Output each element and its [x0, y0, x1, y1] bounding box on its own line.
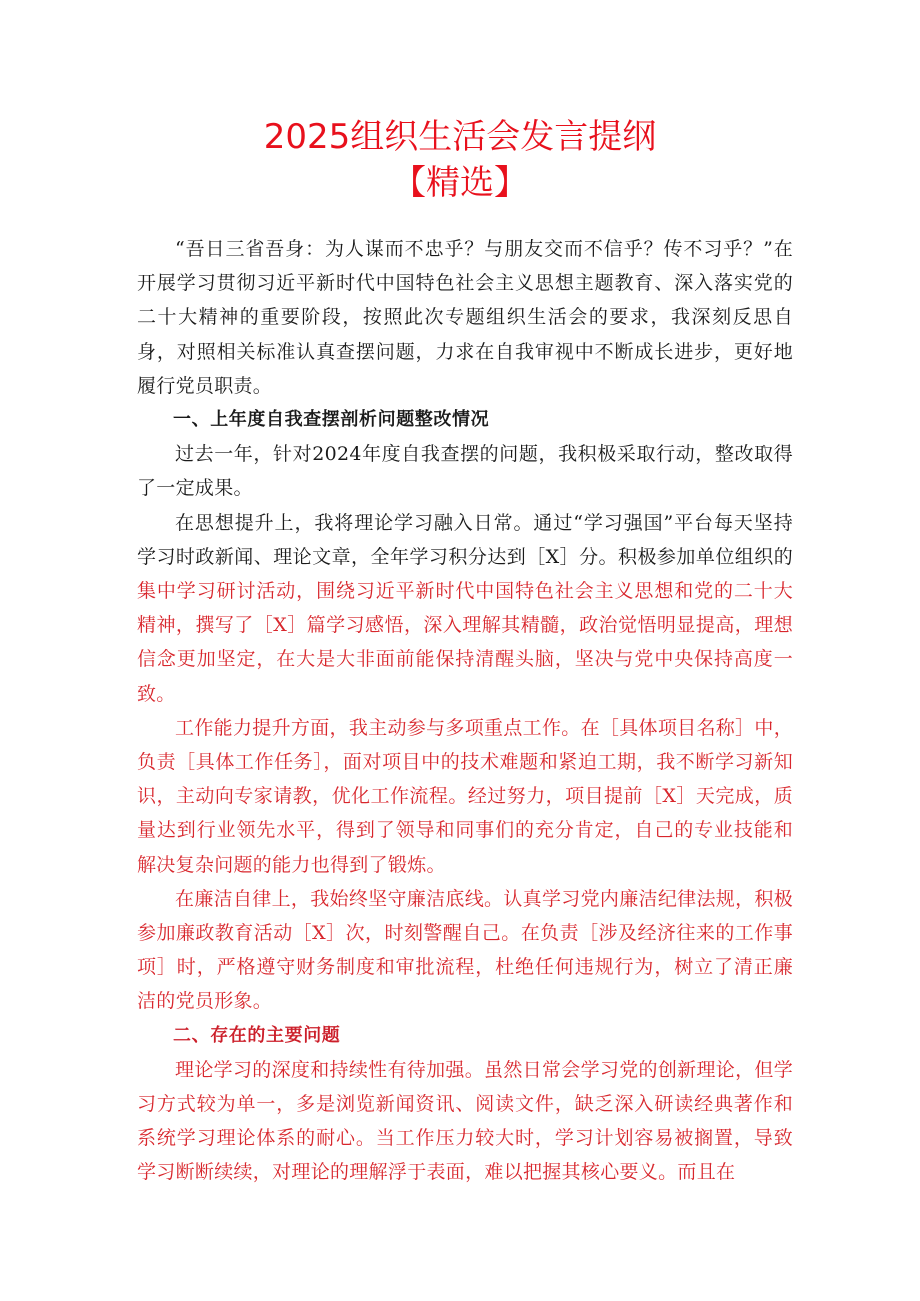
- paragraph-past-year-text: 过去一年，针对2024年度自我查摆的问题，我积极采取行动，整改取得了一定成果。: [137, 443, 793, 500]
- section-heading-2-text: 二、存在的主要问题: [173, 1024, 341, 1046]
- paragraph-thought: [137, 506, 793, 711]
- document-title: 2025组织生活会发言提纲: [263, 117, 657, 157]
- intro-text: “吾日三省吾身：为人谋而不忠乎？与朋友交而不信乎？传不习乎？”在开展学习贯彻习近平新时代中国特色社会主义思想主题教育、深入落实党的二十大精神的重要阶段，按照此次专题组织生活会的要求，我深刻反思自身，对照相关标准认真查摆问题，力求在自我审视中不断成长进步，更好地履行党员职责。: [137, 238, 793, 397]
- section-heading-2: [137, 1019, 793, 1053]
- section-heading-1-text: 一、上年度自我查摆剖析问题整改情况: [173, 409, 490, 431]
- paragraph-past-year: [137, 437, 793, 505]
- intro-paragraph: [137, 232, 793, 403]
- document-body: [137, 232, 793, 1190]
- paragraph-theory-study-text: 理论学习的深度和持续性有待加强。虽然日常会学习党的创新理论，但学习方式较为单一，多是浏览新闻资讯、阅读文件，缺乏深入研读经典著作和系统学习理论体系的耐心。当工作压力较大时，学习计划容易被搁置，导致学习断断续续，对理论的理解浮于表面，难以把握其核心要义。而且在: [137, 1058, 793, 1184]
- paragraph-thought-text-a: 在思想提升上，我将理论学习融入日常。通过“学习强国”平台每天坚持学习时政新闻、理论文章，全年学习积分达到［X］分。积极参加单位组织的: [137, 511, 793, 568]
- paragraph-integrity: [137, 882, 793, 1019]
- paragraph-thought-text-b: 集中学习研讨活动，围绕习近平新时代中国特色社会主义思想和党的二十大精神，撰写了［X］篇学习感悟，深入理解其精髓，政治觉悟明显提高，理想信念更加坚定，在大是大非面前能保持清醒头脑，坚决与党中央保持高度一致。: [137, 580, 793, 705]
- paragraph-integrity-text: 在廉洁自律上，我始终坚守廉洁底线。认真学习党内廉洁纪律法规，积极参加廉政教育活动［X］次，时刻警醒自己。在负责［涉及经济往来的工作事项］时，严格遵守财务制度和审批流程，杜绝任何违规行为，树立了清正廉洁的党员形象。: [137, 887, 793, 1013]
- paragraph-work-ability: [137, 711, 793, 882]
- paragraph-theory-study: [137, 1053, 793, 1190]
- document-subtitle: 【精选】: [392, 163, 528, 203]
- paragraph-work-ability-text: 工作能力提升方面，我主动参与多项重点工作。在［具体项目名称］中，负责［具体工作任务］，面对项目中的技术难题和紧迫工期，我不断学习新知识，主动向专家请教，优化工作流程。经过努力，项目提前［X］天完成，质量达到行业领先水平，得到了领导和同事们的充分肯定，自己的专业技能和解决复杂问题的能力也得到了锻炼。: [137, 716, 793, 876]
- section-heading-1: [137, 403, 793, 437]
